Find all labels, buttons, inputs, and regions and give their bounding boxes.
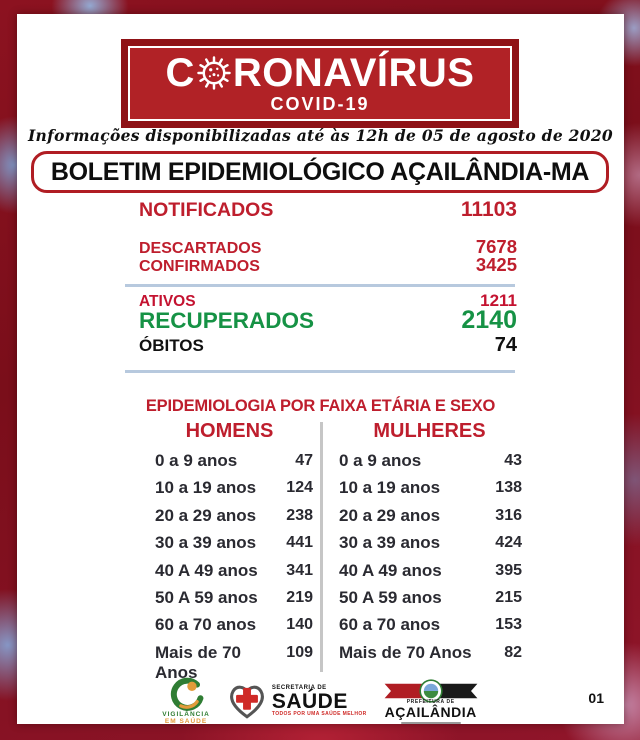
- age-value: 153: [495, 616, 522, 634]
- stat-recuperados-value: 2140: [461, 306, 517, 334]
- stat-obitos-label: ÓBITOS: [139, 336, 204, 355]
- age-value: 43: [504, 452, 522, 469]
- age-table-homens: [155, 451, 313, 682]
- logo-acailandia-top: PREFEITURA DE: [406, 698, 455, 705]
- table-row: [155, 478, 313, 505]
- page-title: BOLETIM EPIDEMIOLÓGICO AÇAILÂNDIA-MA: [31, 151, 609, 193]
- bulletin-card: [17, 14, 624, 724]
- logo-saude-main: SAÚDE: [271, 690, 348, 713]
- heart-cross-icon: [226, 681, 268, 721]
- table-row: [155, 615, 313, 642]
- column-header-homens: HOMENS: [185, 420, 274, 442]
- age-value: 47: [295, 452, 313, 469]
- age-value: 441: [286, 534, 313, 552]
- table-row: [155, 588, 313, 615]
- stat-confirmados-label: CONFIRMADOS: [139, 258, 260, 275]
- info-line: Informações disponibilizadas até às 12h de 05 de agosto de 2020: [27, 126, 614, 145]
- stat-recuperados: [139, 306, 517, 335]
- stat-descartados-value: 7678: [475, 236, 517, 257]
- age-label: 10 a 19 anos: [339, 478, 441, 498]
- age-value: 238: [286, 506, 313, 524]
- age-value: 109: [286, 643, 313, 661]
- stat-obitos: [139, 334, 517, 357]
- age-label: 50 A 59 anos: [339, 587, 442, 607]
- table-row: [339, 478, 522, 505]
- coronavirus-banner: [121, 39, 519, 128]
- table-row: [339, 615, 522, 642]
- logo-prefeitura-acailandia: [383, 678, 479, 724]
- divider-bottom: [125, 370, 515, 373]
- age-label: 50 A 59 anos: [155, 587, 258, 607]
- banner-title: [165, 50, 475, 95]
- table-row: [339, 588, 522, 615]
- footer-logos: [17, 674, 624, 728]
- age-label: 30 a 39 anos: [339, 533, 441, 553]
- logo-vigilancia-line1: VIGILÂNCIA: [162, 710, 210, 718]
- age-label: 10 a 19 anos: [155, 478, 257, 498]
- table-row: [339, 506, 522, 533]
- virus-icon: [196, 55, 232, 91]
- age-value: 316: [495, 506, 522, 524]
- age-label: 40 A 49 anos: [155, 560, 258, 580]
- stat-recuperados-label: RECUPERADOS: [139, 308, 315, 333]
- age-label: 40 A 49 anos: [339, 560, 442, 580]
- banner-title-rest: RONAVÍRUS: [232, 50, 475, 95]
- age-table-mulheres: [339, 451, 522, 670]
- age-value: 395: [495, 561, 522, 579]
- banner-title-c: C: [165, 50, 195, 95]
- stat-confirmados: [139, 254, 517, 276]
- logo-vigilancia-em-saude: [162, 677, 210, 725]
- table-row: [155, 451, 313, 478]
- table-row: [339, 533, 522, 560]
- age-label: 60 a 70 anos: [339, 615, 441, 635]
- logo-acailandia-main: AÇAILÂNDIA: [384, 704, 477, 721]
- stat-confirmados-value: 3425: [475, 254, 517, 275]
- age-label: 0 a 9 anos: [155, 451, 238, 470]
- table-row: [155, 506, 313, 533]
- banner-subtitle: COVID-19: [270, 93, 370, 114]
- logo-secretaria-saude: [226, 681, 367, 721]
- age-label: Mais de 70 Anos: [339, 642, 472, 662]
- logo-acailandia-tagline-mark: [401, 722, 461, 724]
- age-label: 0 a 9 anos: [339, 451, 422, 470]
- stat-obitos-value: 74: [494, 334, 517, 356]
- age-value: 124: [286, 479, 313, 497]
- stat-notificados: [139, 198, 517, 222]
- age-value: 424: [495, 534, 522, 552]
- age-label: 60 a 70 anos: [155, 615, 257, 635]
- stat-descartados-label: DESCARTADOS: [139, 240, 262, 257]
- section-title: EPIDEMIOLOGIA POR FAIXA ETÁRIA E SEXO: [145, 397, 496, 415]
- vigilancia-swirl-icon: [168, 677, 204, 711]
- age-value: 82: [504, 643, 522, 661]
- age-value: 341: [286, 561, 313, 579]
- age-value: 219: [286, 588, 313, 606]
- age-value: 138: [495, 479, 522, 497]
- page-number: 01: [588, 690, 604, 706]
- stat-notificados-label: NOTIFICADOS: [139, 199, 274, 221]
- age-label: 20 a 29 anos: [155, 505, 257, 525]
- logo-vigilancia-line2: EM SAÚDE: [164, 718, 208, 725]
- age-value: 140: [286, 616, 313, 634]
- table-row: [155, 533, 313, 560]
- stat-ativos-label: ATIVOS: [139, 293, 196, 310]
- column-divider: [320, 422, 323, 672]
- logo-saude-top: SECRETARIA DE: [271, 685, 327, 691]
- stat-notificados-value: 11103: [460, 198, 517, 221]
- table-row: [339, 451, 522, 478]
- coronavirus-banner-inner: [128, 46, 512, 121]
- logo-saude-tagline: TODOS POR UMA SAÚDE MELHOR: [271, 711, 367, 717]
- age-label: 20 a 29 anos: [339, 505, 441, 525]
- age-label: Mais de 70 Anos: [155, 642, 241, 682]
- table-row: [339, 561, 522, 588]
- age-label: 30 a 39 anos: [155, 533, 257, 553]
- age-value: 215: [495, 588, 522, 606]
- table-row: [155, 561, 313, 588]
- table-row: [339, 643, 522, 670]
- column-header-mulheres: MULHERES: [373, 420, 486, 442]
- stat-ativos-value: 1211: [480, 291, 517, 310]
- logo-saude-text: [272, 685, 367, 717]
- divider-top: [125, 284, 515, 287]
- table-row: [155, 642, 313, 682]
